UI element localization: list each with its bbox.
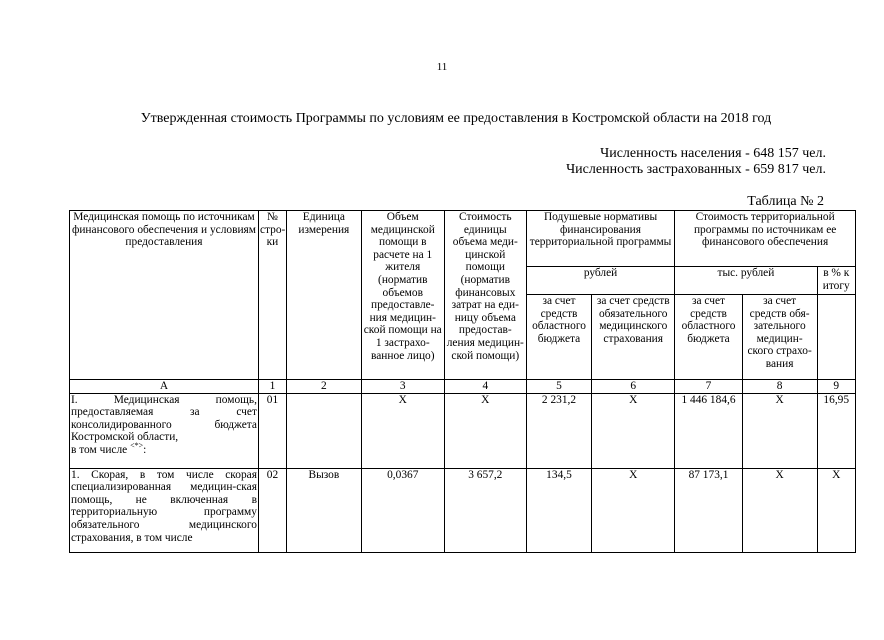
row-unit-cost: 3 657,2 — [444, 468, 526, 552]
col-num-6: 6 — [592, 380, 675, 394]
row-line-number: 01 — [258, 393, 286, 468]
row-percent: 16,95 — [817, 393, 856, 468]
row-cost-oms: X — [742, 468, 817, 552]
header-per-capita-group: Подушевые нормативы финансирования территориальной программы — [526, 211, 674, 267]
row-unit — [286, 393, 361, 468]
row-cost-oms: X — [742, 393, 817, 468]
header-unit-cost: Стоимость единицы объема меди-цинской помощи (норматив финансовых затрат на еди-ницу объема предостав-ления медицин-ской помощи) — [444, 211, 526, 380]
row-percent: X — [817, 468, 856, 552]
table-row — [70, 468, 856, 552]
header-percent-blank — [817, 295, 856, 380]
header-pc-regional-budget: за счет средств областного бюджета — [526, 295, 591, 380]
header-unit: Единица измерения — [286, 211, 361, 380]
row-pc-oms: X — [592, 393, 675, 468]
row-pc-budget: 2 231,2 — [526, 393, 591, 468]
row-unit-cost: X — [444, 393, 526, 468]
col-num-5: 5 — [526, 380, 591, 394]
population-info — [566, 146, 826, 178]
row-pc-oms: X — [592, 468, 675, 552]
header-cost-regional-budget: за счет средств областного бюджета — [675, 295, 742, 380]
header-volume: Объем медицинской помощи в расчете на 1 жителя (норматив объемов предоставле-ния медицин-ской помощи на 1 застрахо-ванное лицо) — [361, 211, 444, 380]
col-num-1: 1 — [258, 380, 286, 394]
row-volume: X — [361, 393, 444, 468]
header-percent-total: в % к итогу — [817, 267, 856, 295]
row-name-text: I. Медицинская помощь, предоставляемая за счет консолидированного бюджета Костромской области, — [71, 393, 257, 444]
header-cost-oms: за счет средств обя-зательного медицин-ского страхо-вания — [742, 295, 817, 380]
col-num-2: 2 — [286, 380, 361, 394]
table-row — [70, 393, 856, 468]
row-line-number: 02 — [258, 468, 286, 552]
insured-total: Численность застрахованных - 659 817 чел. — [566, 162, 826, 177]
footnote-marker: <*> — [130, 441, 144, 451]
row-unit: Вызов — [286, 468, 361, 552]
cost-table — [69, 210, 856, 553]
col-num-4: 4 — [444, 380, 526, 394]
col-num-7: 7 — [675, 380, 742, 394]
col-num-8: 8 — [742, 380, 817, 394]
document-title: Утвержденная стоимость Программы по условиям ее предоставления в Костромской области на 2018 год — [140, 111, 772, 126]
row-cost-budget: 1 446 184,6 — [675, 393, 742, 468]
row-name-tail: в том числе — [71, 443, 128, 456]
col-num-a: А — [70, 380, 259, 394]
row-pc-budget: 134,5 — [526, 468, 591, 552]
header-line-number: № стро-ки — [258, 211, 286, 380]
row-volume: 0,0367 — [361, 468, 444, 552]
header-program-cost-group: Стоимость территориальной программы по источникам ее финансового обеспечения — [675, 211, 856, 267]
table-label: Таблица № 2 — [747, 194, 824, 209]
column-number-row — [70, 380, 856, 394]
page-number: 11 — [436, 61, 448, 73]
header-unit-rubles: рублей — [526, 267, 674, 295]
row-name: 1. Скорая, в том числе скорая специализированная медицин-ская помощь, не включенная в территориальную программу обязательного медицинского страхования, в том числе — [70, 468, 259, 552]
row-cost-budget: 87 173,1 — [675, 468, 742, 552]
header-pc-oms: за счет средств обязательного медицинского страхования — [592, 295, 675, 380]
row-name: I. Медицинская помощь, предоставляемая за счет консолидированного бюджета Костромской области, в том числе <*>: — [70, 393, 259, 468]
header-unit-thousand-rubles: тыс. рублей — [675, 267, 817, 295]
col-num-3: 3 — [361, 380, 444, 394]
population-total: Численность населения - 648 157 чел. — [600, 146, 826, 161]
header-medical-care: Медицинская помощь по источникам финансового обеспечения и условиям предоставления — [70, 211, 259, 380]
col-num-9: 9 — [817, 380, 856, 394]
